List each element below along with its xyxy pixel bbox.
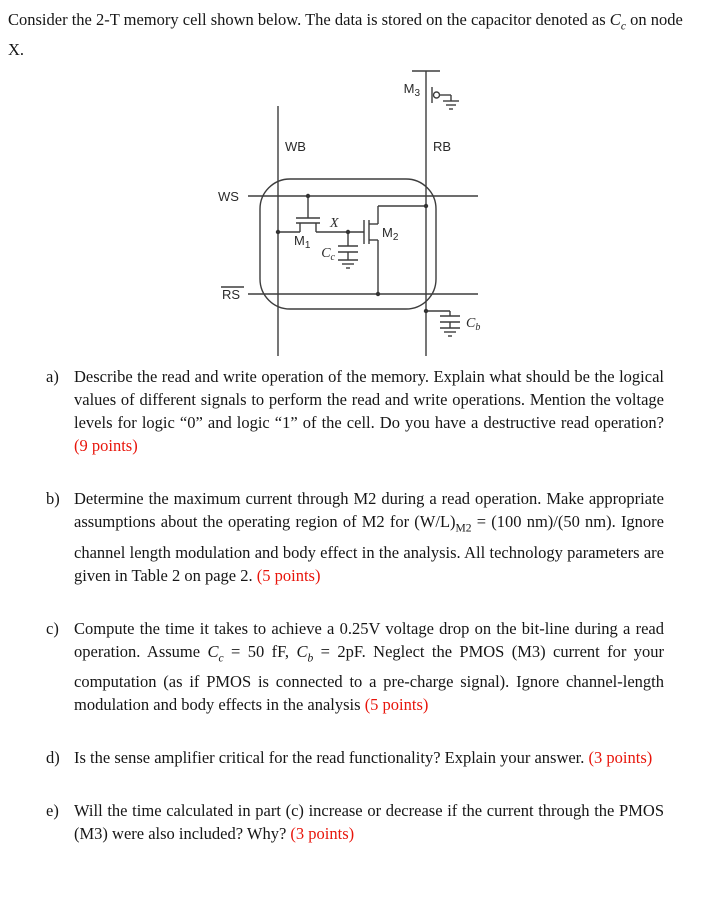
question-text: Will the time calculated in part (c) increase or decrease if the current through the PMOS (M3) were also included? Why? (3 points): [74, 800, 664, 843]
question-label: d): [46, 747, 60, 767]
question-d: [46, 746, 664, 769]
rs-label: RS: [222, 287, 241, 303]
question-b: [46, 487, 664, 586]
question-c: [46, 617, 664, 716]
question-text: Is the sense amplifier critical for the read functionality? Explain your answer. (3 points): [74, 747, 653, 767]
question-text: Determine the maximum current through M2 during a read operation. Make appropriate assumptions about the operating region of M2 for $(W/L)_{M2} = (100$ nm)/(50 nm). Ignore channel length modulation and body effect in the analysis. All technology parameters are given in Table 2 on page 2. (5 points): [74, 489, 665, 585]
rb-label: RB: [433, 139, 452, 155]
question-text: Compute the time it takes to achieve a 0.25V voltage drop on the bit-line during a read operation. Assume $C_c = 50$ fF, $C_b = 2pF$. Neglect the PMOS (M3) current for your computation (as if PMOS is connected to a pre-charge signal). Ignore channel-length modulation and body effects in the analysis (5 points): [74, 618, 665, 714]
question-a: [46, 365, 664, 457]
transistor-m1: [278, 196, 364, 232]
question-label: c): [46, 618, 59, 638]
question-label: b): [46, 489, 60, 509]
cb-ground-symbol: [440, 328, 460, 336]
memory-cell-figure: [8, 61, 726, 361]
question-label: e): [46, 800, 59, 820]
m3-label: $M_3$: [403, 81, 420, 100]
question-label: a): [46, 367, 59, 387]
storage-capacitor-cc: [338, 232, 358, 260]
intro-paragraph: Consider the 2-T memory cell shown below. The data is stored on the capacitor denoted as $C_c$ on node X.: [8, 10, 683, 60]
cc-label: $C_c$: [321, 246, 335, 264]
question-e: [46, 799, 664, 845]
bitline-capacitor-cb: [426, 311, 460, 328]
cc-ground-symbol: [338, 260, 358, 268]
transistor-m2: [364, 206, 426, 294]
circuit-diagram: [8, 61, 726, 361]
ws-label: WS: [218, 189, 239, 205]
cb-label: $C_b$: [466, 316, 481, 334]
m2-label: $M_2$: [382, 225, 399, 244]
m3-gate-ground-symbol: [443, 101, 459, 109]
wb-label: WB: [285, 139, 306, 155]
junction-dots: [276, 194, 428, 313]
m1-label: $M_1$: [294, 233, 311, 252]
node-x-label: X: [330, 216, 339, 232]
question-text: Describe the read and write operation of the memory. Explain what should be the logical values of different signals to perform the read and write operations. Mention the voltage levels for logic “0” and logic “1” of the cell. Do you have a destructive read operation? (9 points): [74, 367, 664, 456]
questions-list: [8, 365, 718, 845]
